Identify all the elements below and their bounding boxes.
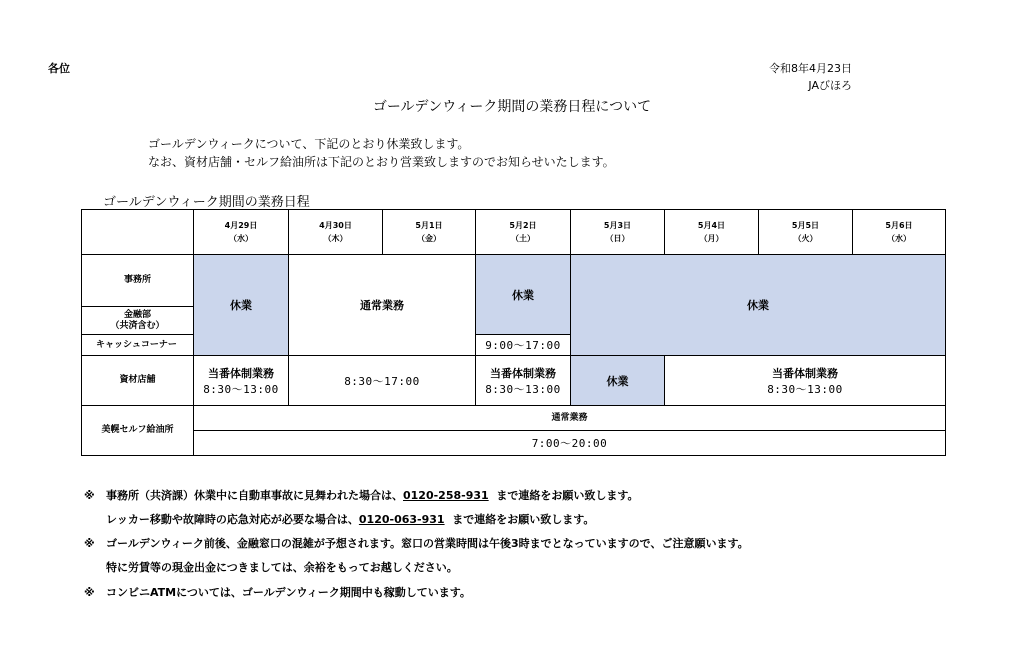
addressee: 各位 (48, 62, 70, 75)
note-mark: ※ (84, 537, 95, 550)
row-label-materials-store: 資材店舗 (82, 356, 194, 406)
corner-cell (82, 210, 194, 255)
cell-closed-apr29: 休業 (194, 255, 289, 356)
day-header-may5: 5月5日 （火） (759, 210, 853, 255)
office-row (82, 255, 946, 307)
day-header-may6: 5月6日 （水） (853, 210, 946, 255)
day-header-apr30: 4月30日 （木） (289, 210, 383, 255)
day-header-may3: 5月3日 （日） (571, 210, 665, 255)
issue-date: 令和8年4月23日 (769, 62, 852, 75)
phone-number-tow[interactable]: 0120-063-931 (358, 513, 445, 526)
intro-line-1: ゴールデンウィークについて、下記のとおり休業致します。 (148, 137, 470, 151)
cell-store-closed-may3: 休業 (571, 356, 665, 406)
cell-regular-business: 通常業務 (289, 255, 476, 356)
cell-duty-apr29: 当番体制業務 8:30～13:00 (194, 356, 289, 406)
note-mark: ※ (84, 489, 95, 502)
cell-station-regular: 通常業務 (194, 406, 946, 431)
day-header-may2: 5月2日 （土） (476, 210, 571, 255)
note-2b: 特に労賃等の現金出金につきましては、余裕をもってお越しください。 (106, 561, 458, 574)
cell-duty-may2: 当番体制業務 8:30～13:00 (476, 356, 571, 406)
row-label-finance: 金融部 （共済含む） (82, 307, 194, 335)
note-1b: レッカー移動や故障時の応急対応が必要な場合は、0120-063-931 まで連絡をお願い致します。 (106, 513, 595, 526)
intro-line-2: なお、資材店舗・セルフ給油所は下記のとおり営業致しますのでお知らせいたします。 (148, 155, 615, 169)
cell-closed-may3-6: 休業 (571, 255, 946, 356)
row-label-cash-corner: キャッシュコーナー (82, 335, 194, 356)
self-station-row-1 (82, 406, 946, 431)
cell-duty-may4-6: 当番体制業務 8:30～13:00 (665, 356, 946, 406)
cell-cash-hours-may2: 9:00～17:00 (476, 335, 571, 356)
row-label-office: 事務所 (82, 255, 194, 307)
day-header-apr29: 4月29日 （水） (194, 210, 289, 255)
schedule-caption: ゴールデンウィーク期間の業務日程 (103, 195, 310, 210)
note-3: ※ コンビニATMについては、ゴールデンウィーク期間中も稼動しています。 (84, 586, 471, 599)
date-header-row (82, 210, 946, 255)
document-title: ゴールデンウィーク期間の業務日程について (372, 99, 652, 115)
note-1: ※ 事務所（共済課）休業中に自動車事故に見舞われた場合は、0120-258-931 まで連絡をお願い致します。 (84, 489, 639, 502)
cell-store-hours-apr30-may1: 8:30～17:00 (289, 356, 476, 406)
note-2: ※ ゴールデンウィーク前後、金融窓口の混雑が予想されます。窓口の営業時間は午後3時までとなっていますので、ご注意願います。 (84, 537, 749, 550)
day-header-may1: 5月1日 （金） (383, 210, 476, 255)
materials-store-row (82, 356, 946, 406)
phone-number-accident[interactable]: 0120-258-931 (403, 489, 489, 502)
row-label-self-station: 美幌セルフ給油所 (82, 406, 194, 456)
self-station-row-2 (82, 431, 946, 456)
note-mark: ※ (84, 586, 95, 599)
day-header-may4: 5月4日 （月） (665, 210, 759, 255)
cell-station-hours: 7:00～20:00 (194, 431, 946, 456)
organization-name: JAびほろ (808, 79, 852, 92)
cell-closed-may2: 休業 (476, 255, 571, 335)
schedule-table (81, 209, 946, 456)
